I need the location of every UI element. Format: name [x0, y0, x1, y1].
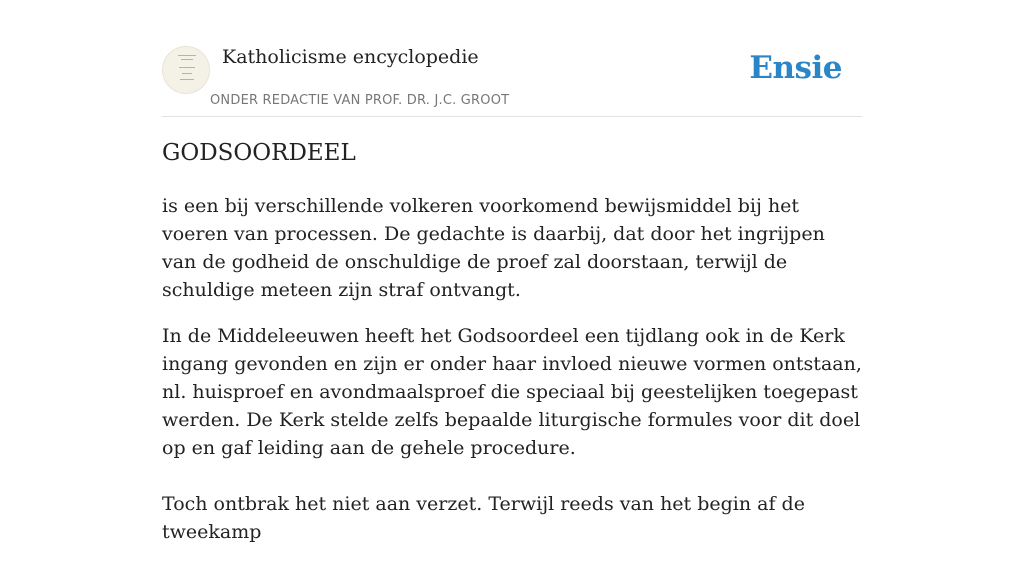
- article-title: GODSOORDEEL: [162, 140, 356, 166]
- article-paragraph: Toch ontbrak het niet aan verzet. Terwijl reeds van het begin af de tweekamp: [162, 493, 805, 543]
- article-paragraph: In de Middeleeuwen heeft het Godsoordeel een tijdlang ook in de Kerk ingang gevonden en zijn er onder haar invloed nieuwe vormen ontstaan, nl. huisproef en avondmaalsproef die speciaal bij geestelijken toegepast werden. De Kerk stelde zelfs bepaalde liturgische formules voor dit doel op en gaf leiding aan de gehele procedure.: [162, 325, 862, 459]
- book-cover-icon[interactable]: [162, 46, 210, 94]
- article-paragraph: is een bij verschillende volkeren voorkomend bewijsmiddel bij het voeren van processen. De gedachte is daarbij, dat door het ingrijpen van de godheid de onschuldige de proef zal doorstaan, terwijl de schuldige meteen zijn straf ontvangt.: [162, 195, 825, 301]
- page: [162, 0, 862, 543]
- header: [162, 0, 862, 117]
- book-title[interactable]: Katholicisme encyclopedie: [222, 46, 479, 68]
- article-body: [162, 192, 862, 564]
- editor-line: ONDER REDACTIE VAN PROF. DR. J.C. GROOT: [210, 93, 510, 108]
- ensie-logo-link[interactable]: Ensie: [749, 50, 842, 86]
